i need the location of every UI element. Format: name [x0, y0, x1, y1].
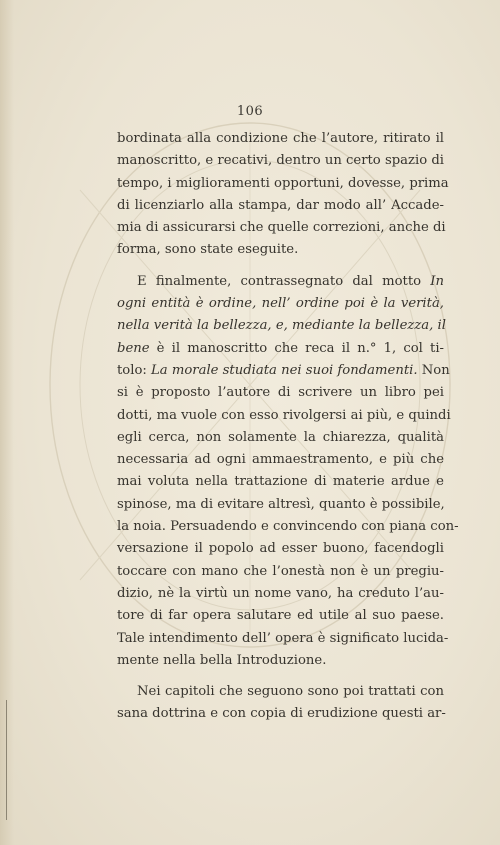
- text-line: [117, 150, 444, 172]
- text-line: [117, 449, 444, 471]
- text-run: mai voluta nella trattazione di materie ardue e: [117, 474, 444, 490]
- text-line: [117, 271, 444, 293]
- text-line: [117, 338, 444, 360]
- text-line: [117, 703, 444, 725]
- text-line: [117, 561, 444, 583]
- text-line: [117, 128, 444, 150]
- text-run: Tale intendimento dell’ opera è significato lucida-: [117, 630, 449, 646]
- italic-run: nella verità la bellezza, e, mediante la bellezza, il: [117, 318, 446, 334]
- text-line: [117, 494, 444, 516]
- text-line: [117, 195, 444, 217]
- page-gutter-shadow: [0, 0, 14, 845]
- text-run: si è proposto l’autore di scrivere un libro pei: [117, 385, 444, 401]
- text-run: è il manoscritto che reca il n.° 1, col ti-: [149, 340, 444, 356]
- text-run: E finalmente, contrassegnato dal motto: [137, 273, 431, 289]
- text-line: [117, 681, 444, 703]
- text-line: [117, 427, 444, 449]
- text-line: [117, 315, 444, 337]
- paragraph-gap: [117, 672, 444, 681]
- text-run: tore di far opera salutare ed utile al suo paese.: [117, 608, 444, 624]
- page-edge-mark: [6, 700, 7, 820]
- paragraph: [117, 681, 444, 726]
- italic-run: In: [430, 273, 444, 289]
- text-run: necessaria ad ogni ammaestramento, e più che: [117, 452, 444, 468]
- page-number: 106: [236, 104, 264, 119]
- text-run: egli cerca, non solamente la chiarezza, qualità: [117, 429, 444, 445]
- paragraph: [117, 271, 459, 672]
- text-run: mia di assicurarsi che quelle correzioni, anche di: [117, 220, 446, 236]
- text-run: spinose, ma di evitare altresì, quanto è possibile,: [117, 496, 445, 512]
- text-line: [117, 583, 444, 605]
- text-run: Non: [417, 362, 450, 378]
- text-line: [117, 217, 444, 239]
- text-line: [117, 650, 444, 672]
- text-line: [117, 405, 451, 427]
- text-run: versazione il popolo ad esser buono, facendogli: [117, 541, 444, 557]
- text-run: la noia. Persuadendo e convincendo con piana con-: [117, 519, 459, 535]
- text-run: bordinata alla condizione che l’autore, ritirato il: [117, 131, 444, 146]
- text-run: dizio, nè la virtù un nome vano, ha creduto l’au-: [117, 585, 444, 601]
- text-line: [117, 516, 459, 538]
- body-text: [117, 128, 459, 726]
- text-line: [117, 382, 444, 404]
- italic-run: La morale studiata nei suoi fondamenti.: [151, 362, 418, 378]
- text-run: manoscritto, e recativi, dentro un certo spazio di: [117, 153, 444, 169]
- text-line: [117, 605, 444, 627]
- text-line: [117, 471, 444, 493]
- text-run: tempo, i miglioramenti opportuni, dovesse, prima: [117, 175, 449, 191]
- italic-run: bene: [117, 340, 150, 356]
- text-run: mente nella bella Introduzione.: [117, 652, 327, 668]
- paragraph: [117, 128, 449, 262]
- text-line: [117, 360, 450, 382]
- text-run: Nei capitoli che seguono sono poi trattati con: [137, 684, 444, 700]
- text-run: dotti, ma vuole con esso rivolgersi ai più, e quindi: [117, 407, 451, 423]
- text-line: [117, 293, 444, 315]
- paragraph-gap: [117, 262, 444, 271]
- text-line: [117, 239, 444, 261]
- text-run: di licenziarlo alla stampa, dar modo all’ Accade-: [117, 197, 444, 213]
- text-run: tolo:: [117, 362, 152, 378]
- text-line: [117, 538, 444, 560]
- text-line: [117, 173, 449, 195]
- text-line: [117, 628, 449, 650]
- italic-run: ogni entità è ordine, nell’ ordine poi è la verità,: [117, 296, 444, 312]
- text-run: toccare con mano che l’onestà non è un pregiu-: [117, 563, 444, 579]
- text-run: forma, sono state eseguite.: [117, 242, 299, 258]
- text-run: sana dottrina e con copia di erudizione questi ar-: [117, 706, 446, 722]
